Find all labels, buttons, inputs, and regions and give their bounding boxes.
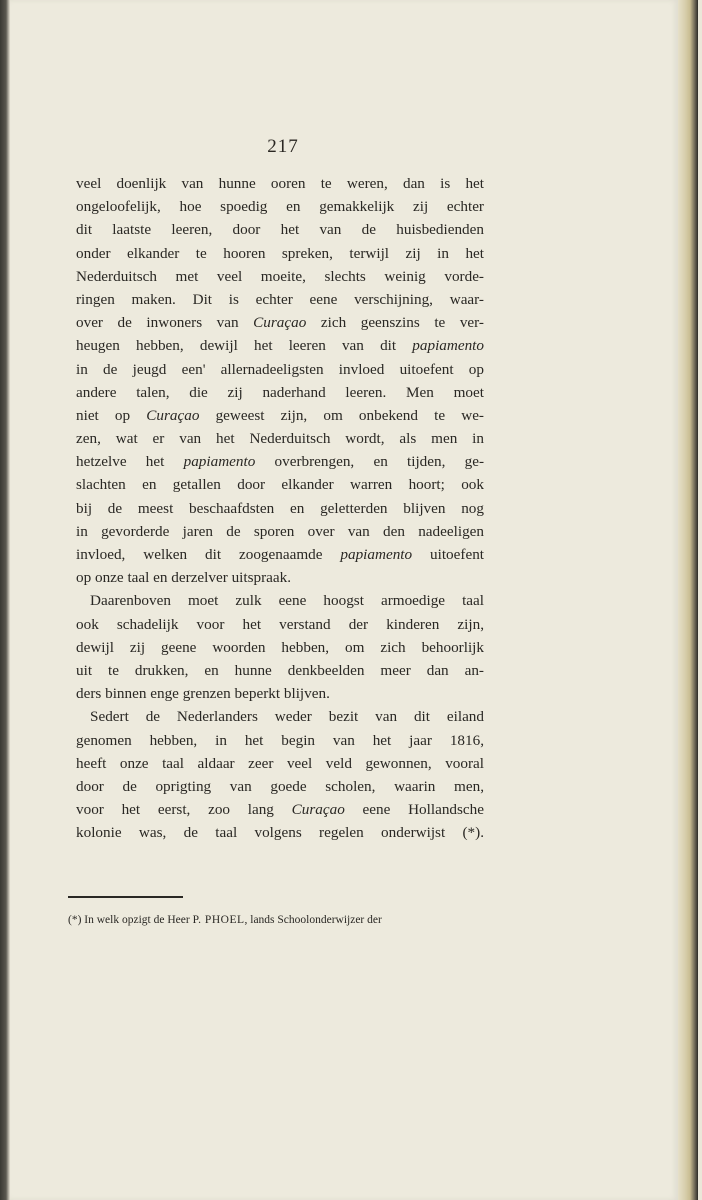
- page-edge: [678, 0, 698, 1200]
- text-segment: niet op: [76, 406, 147, 424]
- footnote: [68, 914, 488, 926]
- footnote-name: P. PHOEL: [192, 914, 245, 926]
- text-segment: heugen hebben, dewijl het leeren van dit: [76, 337, 413, 355]
- italic-word: Curaçao: [253, 314, 307, 332]
- text-segment: hetzelve het: [76, 453, 184, 471]
- text-line: [76, 288, 484, 311]
- text-segment: zich geenszins te ver-: [306, 314, 484, 332]
- text-segment: onder elkander te hooren spreken, terwijl zij in het: [76, 244, 484, 262]
- footnote-text-before: In welk opzigt de Heer: [81, 914, 193, 926]
- text-line: [76, 172, 484, 195]
- text-line: [76, 705, 484, 728]
- footnote-text-after: , lands Schoolonderwijzer der: [244, 914, 382, 926]
- body-text: [76, 172, 484, 844]
- text-segment: zen, wat er van het Nederduitsch wordt, als men in: [76, 430, 484, 448]
- text-segment: uitoefent: [412, 546, 485, 563]
- text-segment: Daarenboven moet zulk eene hoogst armoedige taal: [90, 592, 484, 610]
- text-segment: over de inwoners van: [76, 314, 254, 332]
- text-segment: veel doenlijk van hunne ooren te weren, dan is het: [76, 175, 484, 192]
- text-segment: andere talen, die zij naderhand leeren. Men moet: [76, 383, 484, 401]
- text-line: [76, 798, 484, 821]
- text-line: [76, 520, 484, 543]
- text-segment: door de oprigting van goede scholen, waarin men,: [76, 777, 484, 795]
- text-line: [76, 682, 484, 705]
- footnote-rule: [68, 896, 183, 898]
- text-segment: slachten en getallen door elkander warren hoort; ook: [76, 476, 484, 494]
- text-line: [76, 659, 484, 682]
- italic-word: Curaçao: [146, 406, 200, 424]
- italic-word: Curaçao: [291, 801, 345, 819]
- book-page: [10, 0, 678, 1200]
- text-line: [76, 358, 484, 381]
- text-segment: kolonie was, de taal volgens regelen onderwijst (*).: [76, 824, 484, 842]
- text-segment: invloed, welken dit zoogenaamde: [76, 546, 341, 563]
- text-segment: genomen hebben, in het begin van het jaar 1816,: [76, 731, 484, 749]
- text-line: [76, 450, 484, 473]
- text-line: [76, 473, 484, 496]
- italic-word: papiamento: [183, 453, 256, 471]
- text-line: [76, 566, 484, 589]
- text-line: [76, 497, 484, 520]
- text-line: [76, 775, 484, 798]
- text-line: [76, 311, 484, 334]
- text-line: [76, 404, 484, 427]
- text-line: [76, 265, 484, 288]
- text-segment: ringen maken. Dit is echter eene verschijning, waar-: [76, 290, 484, 308]
- text-segment: in de jeugd een' allernadeeligsten invloed uitoefent op: [76, 360, 484, 378]
- text-segment: uit te drukken, en hunne denkbeelden meer dan an-: [76, 661, 484, 679]
- text-line: [76, 636, 484, 659]
- text-segment: dewijl zij geene woorden hebben, om zich behoorlijk: [76, 638, 484, 656]
- text-line: [76, 381, 484, 404]
- text-line: [76, 543, 484, 566]
- text-line: [76, 195, 484, 218]
- text-line: [76, 752, 484, 775]
- text-segment: Nederduitsch met veel moeite, slechts weinig vorde-: [76, 267, 484, 285]
- text-segment: eene Hollandsche: [344, 801, 485, 819]
- text-line: [76, 821, 484, 844]
- text-line: [76, 242, 484, 265]
- text-line: [76, 427, 484, 450]
- text-segment: dit laatste leeren, door het van de huisbedienden: [76, 221, 484, 239]
- text-segment: in gevorderde jaren de sporen over van den nadeeligen: [76, 522, 484, 540]
- text-line: [76, 589, 484, 612]
- text-segment: ook schadelijk voor het verstand der kinderen zijn,: [76, 615, 484, 633]
- text-line: [76, 218, 484, 241]
- text-segment: overbrengen, en tijden, ge-: [255, 453, 484, 471]
- text-line: [76, 729, 484, 752]
- text-segment: bij de meest beschaafdsten en geletterden blijven nog: [76, 499, 484, 517]
- italic-word: papiamento: [412, 337, 484, 355]
- italic-word: papiamento: [340, 546, 413, 563]
- text-segment: geweest zijn, om onbekend te we-: [199, 406, 484, 424]
- text-segment: ongeloofelijk, hoe spoedig en gemakkelijk zij echter: [76, 198, 484, 216]
- text-segment: op onze taal en derzelver uitspraak.: [76, 569, 292, 587]
- text-line: [76, 613, 484, 636]
- text-segment: ders binnen enge grenzen beperkt blijven.: [76, 685, 330, 703]
- text-line: [76, 334, 484, 357]
- text-segment: heeft onze taal aldaar zeer veel veld gewonnen, vooral: [76, 754, 484, 772]
- page-number: 217: [267, 136, 299, 157]
- footnote-marker: (*): [68, 914, 82, 926]
- text-segment: voor het eerst, zoo lang: [76, 801, 292, 819]
- text-segment: Sedert de Nederlanders weder bezit van dit eiland: [90, 708, 484, 726]
